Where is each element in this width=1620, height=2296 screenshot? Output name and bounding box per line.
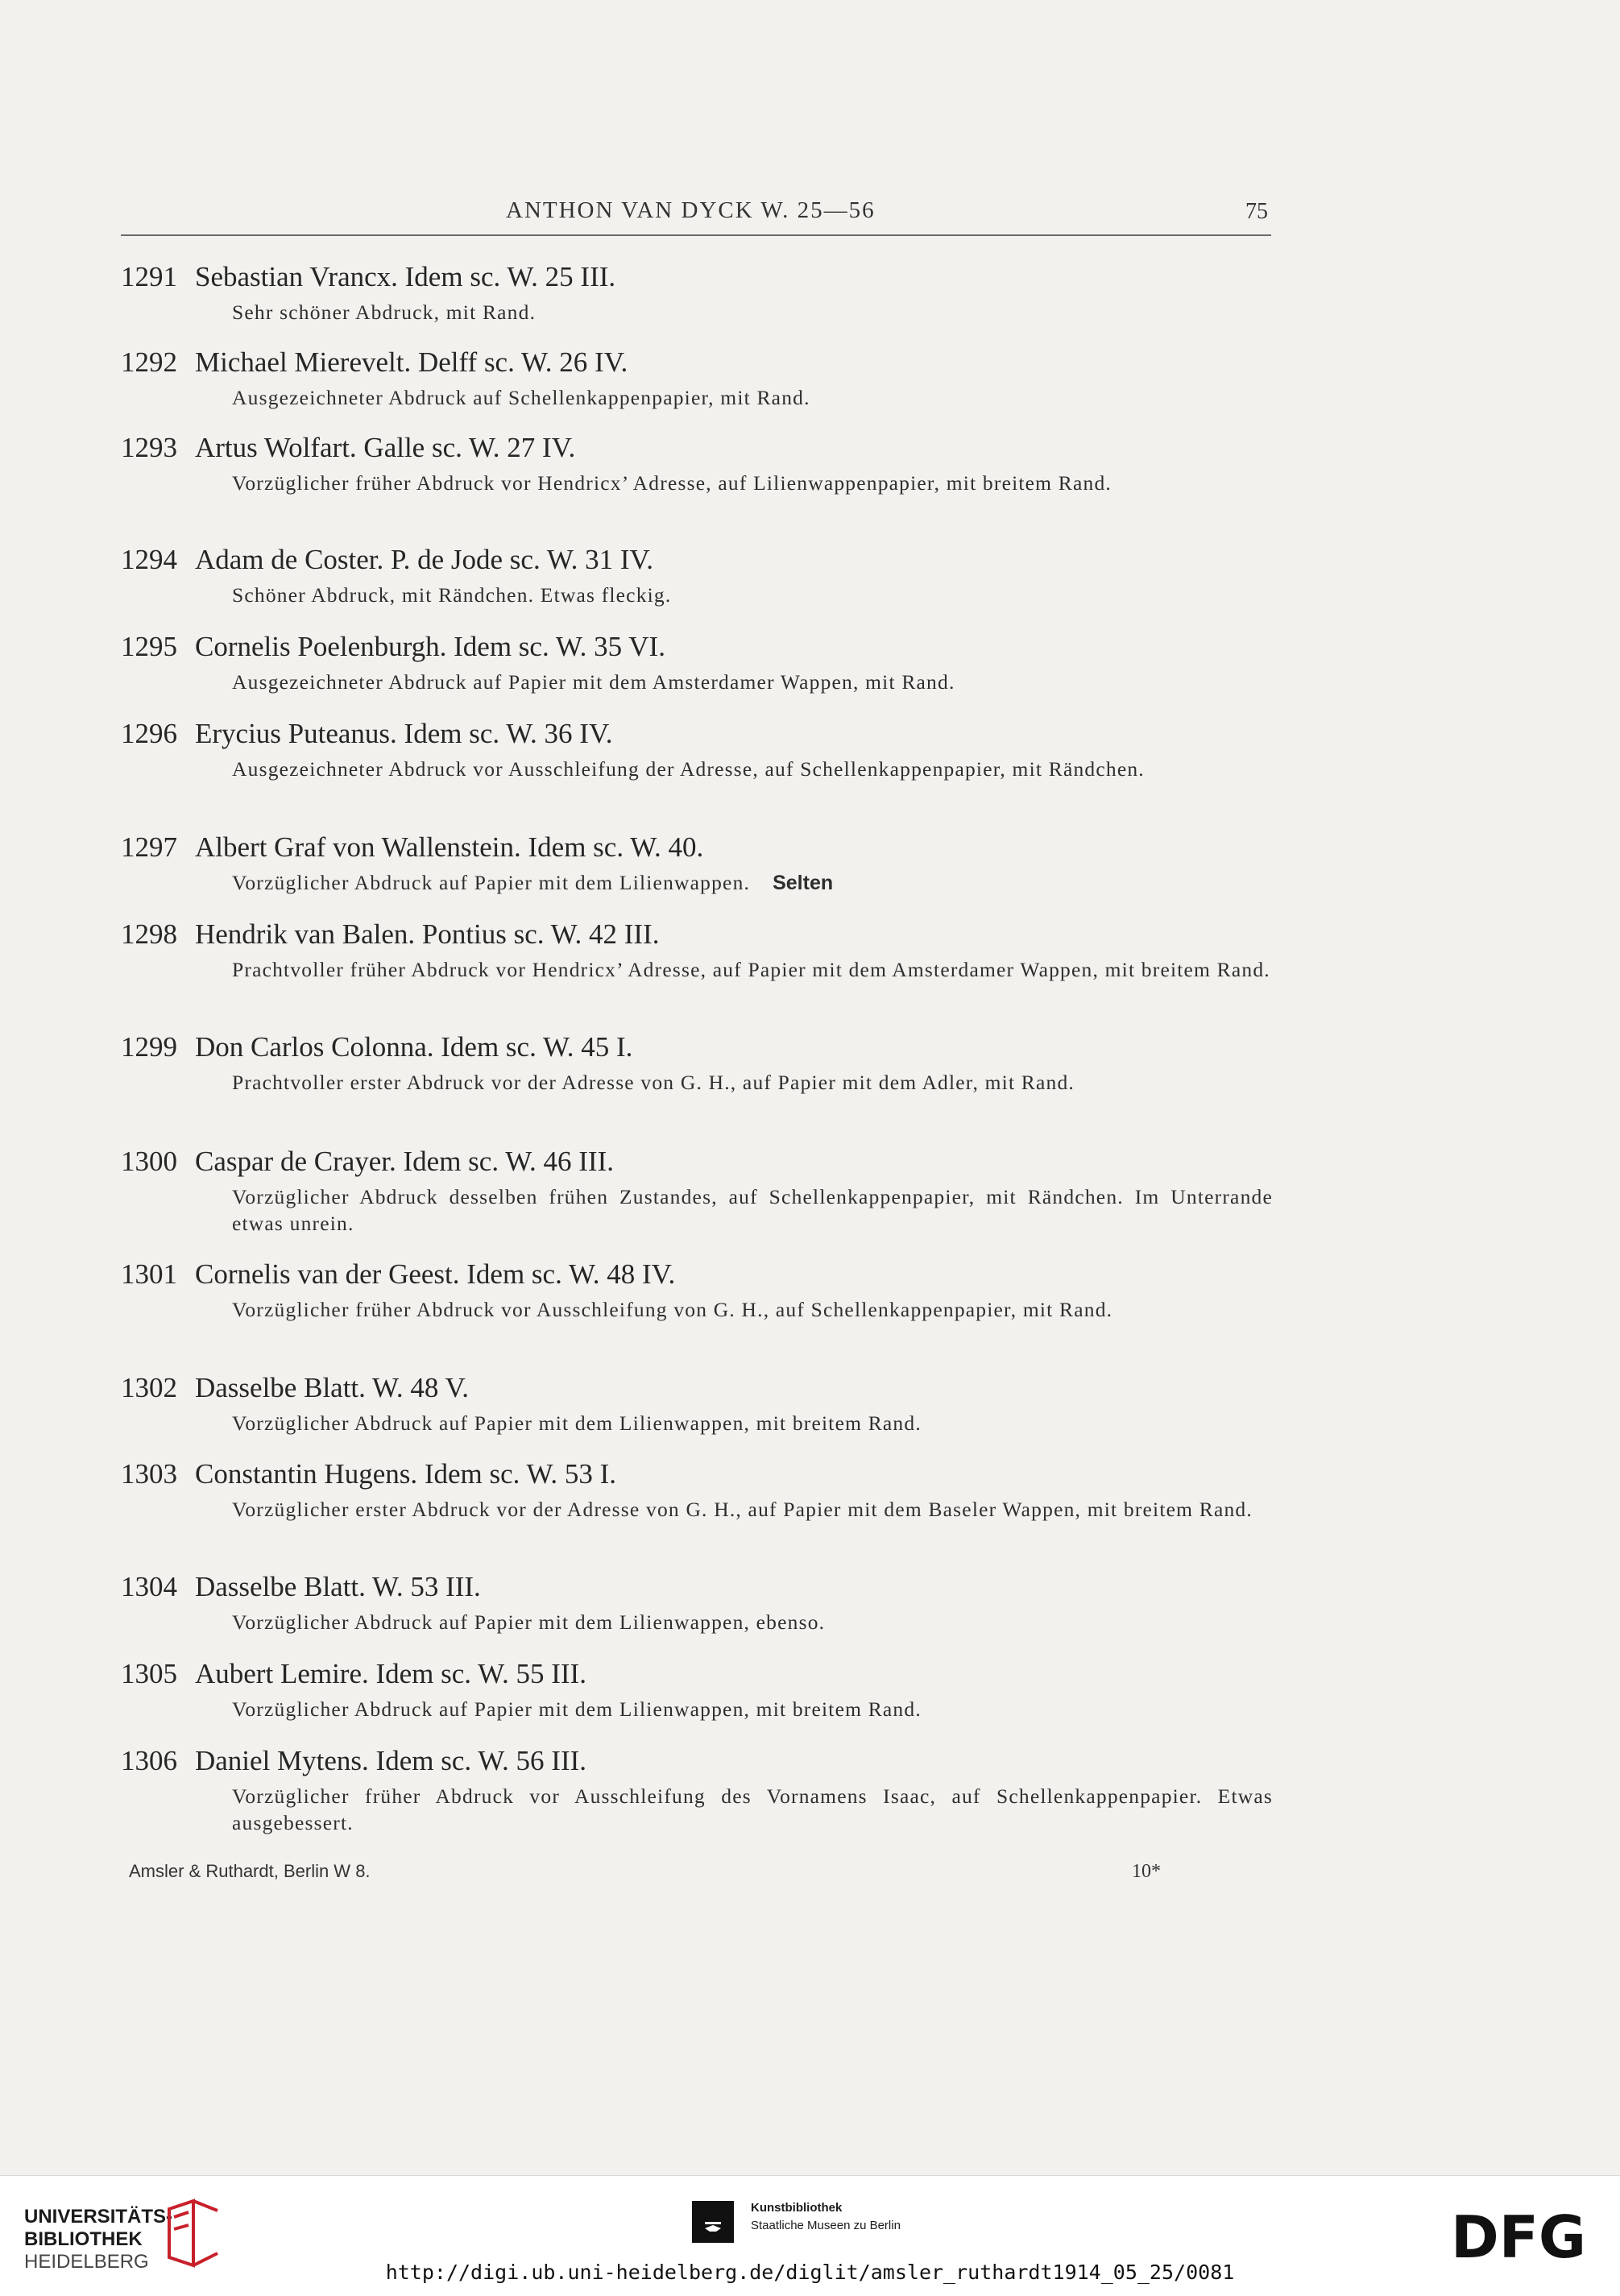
- entry-title: [121, 629, 1273, 665]
- dfg-logo-text: DFG: [1450, 2207, 1587, 2265]
- entry-number: 1298: [121, 918, 177, 950]
- catalog-entry: [121, 629, 1273, 695]
- entry-title: [121, 430, 1273, 466]
- entry-number: 1300: [121, 1146, 177, 1177]
- entry-heading: Cornelis van der Geest. Idem sc. W. 48 IV.: [195, 1258, 676, 1290]
- entry-description: Ausgezeichneter Abdruck auf Schellenkappenpapier, mit Rand.: [232, 386, 810, 409]
- catalog-entry: [121, 716, 1273, 782]
- running-head: ANTHON VAN DYCK W. 25—56: [506, 197, 876, 223]
- entry-number: 1303: [121, 1458, 177, 1490]
- entry-description: Ausgezeichneter Abdruck vor Ausschleifung der Adresse, auf Schellenkappenpapier, mit Rändchen.: [232, 757, 1145, 781]
- kunstbibliothek-logo-icon: [689, 2198, 737, 2246]
- catalog-entry: [121, 1569, 1273, 1635]
- entry-title: [121, 1030, 1273, 1065]
- catalog-entry: [121, 430, 1273, 496]
- permalink-url[interactable]: http://digi.ub.uni-heidelberg.de/diglit/amsler_ruthardt1914_05_25/0081: [385, 2261, 1235, 2284]
- rarity-note: Selten: [773, 872, 834, 894]
- catalog-entry: [121, 1144, 1273, 1237]
- entry-number: 1301: [121, 1258, 177, 1290]
- entry-description: Ausgezeichneter Abdruck auf Papier mit dem Amsterdamer Wappen, mit Rand.: [232, 670, 955, 694]
- entry-title: [121, 1257, 1273, 1292]
- entry-heading: Artus Wolfart. Galle sc. W. 27 IV.: [195, 432, 576, 463]
- entry-heading: Aubert Lemire. Idem sc. W. 55 III.: [195, 1658, 586, 1689]
- ub-line-3: HEIDELBERG: [24, 2251, 149, 2273]
- entry-description: Vorzüglicher früher Abdruck vor Ausschleifung von G. H., auf Schellenkappenpapier, mit Rand.: [232, 1298, 1113, 1321]
- entry-heading: Dasselbe Blatt. W. 48 V.: [195, 1372, 469, 1403]
- entry-description: Schöner Abdruck, mit Rändchen. Etwas fleckig.: [232, 583, 672, 607]
- entry-number: 1304: [121, 1571, 177, 1602]
- entry-title: [121, 1144, 1273, 1179]
- entry-heading: Adam de Coster. P. de Jode sc. W. 31 IV.: [195, 544, 654, 575]
- entry-number: 1299: [121, 1031, 177, 1063]
- ub-line-2: BIBLIOTHEK: [24, 2228, 143, 2250]
- entry-title: [121, 1569, 1273, 1605]
- entry-title: [121, 1370, 1273, 1406]
- catalog-entry: [121, 1743, 1273, 1836]
- kb-subtitle: Staatliche Museen zu Berlin: [751, 2219, 901, 2232]
- entry-description: Prachtvoller früher Abdruck vor Hendricx’ Adresse, auf Papier mit dem Amsterdamer Wappen, mit breitem Rand.: [232, 958, 1270, 981]
- entry-title: [121, 830, 1273, 865]
- catalog-entry: [121, 1257, 1273, 1323]
- entry-title: [121, 259, 1273, 295]
- catalog-entry: [121, 917, 1273, 983]
- entry-description: Vorzüglicher Abdruck auf Papier mit dem Lilienwappen, mit breitem Rand.: [232, 1697, 922, 1721]
- entry-heading: Erycius Puteanus. Idem sc. W. 36 IV.: [195, 718, 613, 749]
- entry-description: Prachtvoller erster Abdruck vor der Adresse von G. H., auf Papier mit dem Adler, mit Rand.: [232, 1071, 1075, 1094]
- entry-title: [121, 345, 1273, 380]
- entry-heading: Dasselbe Blatt. W. 53 III.: [195, 1571, 481, 1602]
- catalog-entry: [121, 259, 1273, 325]
- kb-name: Kunstbibliothek: [751, 2201, 843, 2215]
- entry-number: 1294: [121, 544, 177, 575]
- catalog-entry: [121, 1030, 1273, 1096]
- entry-number: 1302: [121, 1372, 177, 1403]
- entry-description: Vorzüglicher früher Abdruck vor Hendricx’ Adresse, auf Lilienwappenpapier, mit breitem Rand.: [232, 471, 1112, 495]
- catalog-entry: [121, 1370, 1273, 1436]
- kunstbibliothek-logo-text: [751, 2199, 901, 2235]
- entry-heading: Cornelis Poelenburgh. Idem sc. W. 35 VI.: [195, 631, 665, 662]
- entry-title: [121, 542, 1273, 578]
- entry-description: Vorzüglicher früher Abdruck vor Ausschleifung des Vornamens Isaac, auf Schellenkappenpapier. Etwas ausgebessert.: [232, 1784, 1273, 1834]
- catalog-entry: [121, 1656, 1273, 1722]
- entry-description: Vorzüglicher Abdruck desselben frühen Zustandes, auf Schellenkappenpapier, mit Rändchen. Im Unterrande etwas unrein.: [232, 1185, 1273, 1235]
- entry-description: Vorzüglicher erster Abdruck vor der Adresse von G. H., auf Papier mit dem Baseler Wappen, mit breitem Rand.: [232, 1498, 1253, 1521]
- entry-heading: Sebastian Vrancx. Idem sc. W. 25 III.: [195, 261, 616, 292]
- entry-title: [121, 1743, 1273, 1779]
- entry-heading: Constantin Hugens. Idem sc. W. 53 I.: [195, 1458, 617, 1490]
- entry-description: Vorzüglicher Abdruck auf Papier mit dem Lilienwappen, mit breitem Rand.: [232, 1411, 922, 1435]
- page-header: [121, 197, 1271, 236]
- entry-title: [121, 1457, 1273, 1492]
- page-number: 75: [1245, 199, 1268, 224]
- entry-number: 1297: [121, 831, 177, 863]
- entry-number: 1305: [121, 1658, 177, 1689]
- entry-heading: Hendrik van Balen. Pontius sc. W. 42 III.: [195, 918, 660, 950]
- sheet-signature: 10*: [1132, 1861, 1161, 1882]
- catalog-entry: [121, 830, 1273, 897]
- entry-number: 1296: [121, 718, 177, 749]
- entry-heading: Michael Mierevelt. Delff sc. W. 26 IV.: [195, 346, 628, 378]
- entry-number: 1306: [121, 1745, 177, 1776]
- catalog-entry: [121, 1457, 1273, 1523]
- entry-heading: Caspar de Crayer. Idem sc. W. 46 III.: [195, 1146, 614, 1177]
- entry-description: Sehr schöner Abdruck, mit Rand.: [232, 300, 537, 324]
- entry-heading: Daniel Mytens. Idem sc. W. 56 III.: [195, 1745, 587, 1776]
- entry-heading: Albert Graf von Wallenstein. Idem sc. W. 40.: [195, 831, 704, 863]
- entry-number: 1292: [121, 346, 177, 378]
- entry-heading: Don Carlos Colonna. Idem sc. W. 45 I.: [195, 1031, 633, 1063]
- catalog-entry: [121, 345, 1273, 411]
- entry-description: [232, 869, 1273, 897]
- entry-title: [121, 716, 1273, 752]
- publisher-imprint: Amsler & Ruthardt, Berlin W 8.: [129, 1861, 371, 1881]
- entry-number: 1295: [121, 631, 177, 662]
- entry-number: 1291: [121, 261, 177, 292]
- entry-title: [121, 1656, 1273, 1692]
- dfg-logo-icon: [1442, 2207, 1595, 2265]
- entry-number: 1293: [121, 432, 177, 463]
- entry-description: Vorzüglicher Abdruck auf Papier mit dem Lilienwappen, ebenso.: [232, 1610, 826, 1634]
- ub-line-1: UNIVERSITÄTS-: [24, 2206, 173, 2228]
- entry-title: [121, 917, 1273, 952]
- catalog-entry: [121, 542, 1273, 608]
- entry-description-text: Vorzüglicher Abdruck auf Papier mit dem Lilienwappen.: [232, 871, 751, 894]
